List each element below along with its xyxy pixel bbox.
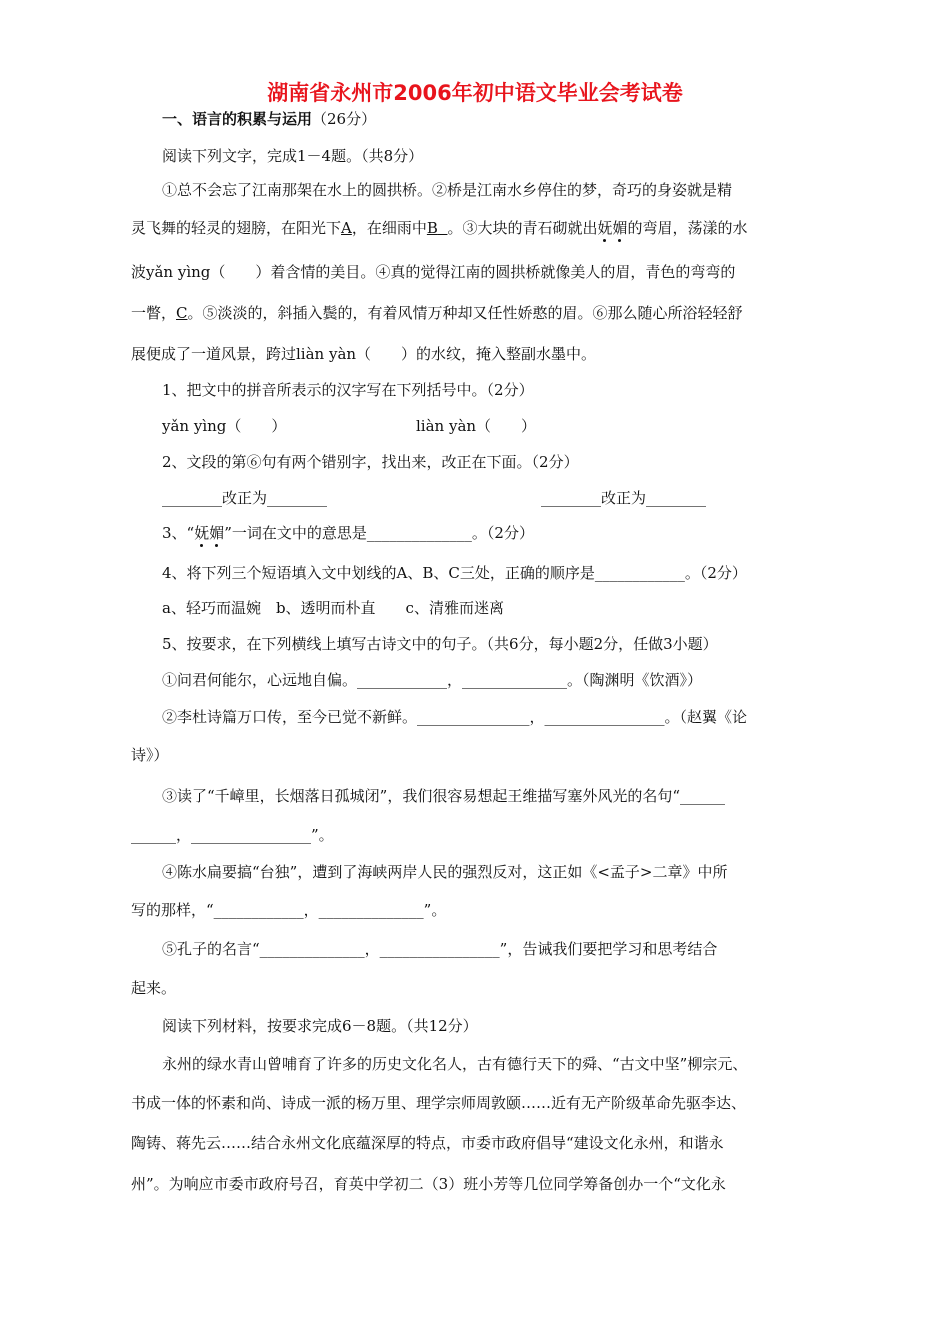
page-title: 湖南省永州市2006年初中语文毕业会考试卷: [267, 81, 683, 105]
material-line-3: 陶铸、蒋先云……结合永州文化底蕴深厚的特点，市委市政府倡导“建设文化永州，和谐永: [131, 1134, 724, 1152]
answer-blank-pinyin-2: liàn yàn（ ）: [416, 417, 537, 435]
passage-text: 。⑤淡淡的，斜插入鬓的，有着风情万种却又任性娇憨的眉。⑥那么随心所浴轻轻舒: [187, 304, 743, 322]
blank-b: B: [426, 219, 438, 237]
section-score: （26分）: [312, 110, 377, 128]
emphasized-char: 妩: [597, 219, 613, 237]
passage-line-3: 波yǎn yìng（ ）着含情的美目。④真的觉得江南的圆拱桥就像美人的眉，青色的弯弯的: [131, 263, 736, 281]
blank-c: C: [176, 304, 188, 322]
poem-item-4-cont: 写的那样，“____________，______________”。: [131, 901, 447, 919]
blank-a: A: [341, 219, 352, 237]
poem-item-2: ②李杜诗篇万口传，至今已觉不新鲜。_______________，________________。（赵翼《论: [162, 708, 748, 726]
passage-line-2: [131, 218, 748, 238]
section-heading: [162, 109, 376, 129]
passage-line-4: [131, 303, 743, 323]
poem-item-5: ⑤孔子的名言“______________，________________”，告诫我们要把学习和思考结合: [162, 940, 718, 958]
reading-instruction-1: 阅读下列文字，完成1－4题。（共8分）: [162, 147, 424, 165]
emphasized-char: 妩: [194, 524, 210, 542]
emphasized-char: 媚: [612, 219, 628, 237]
material-line-4: 州”。为响应市委市政府号召，育英中学初二（3）班小芳等几位同学筹备创办一个“文化永: [131, 1175, 726, 1193]
question-1: 1、把文中的拼音所表示的汉字写在下列括号中。（2分）: [162, 381, 534, 399]
poem-item-3: ③读了“千嶂里，长烟落日孤城闭”，我们很容易想起王维描写塞外风光的名句“______: [162, 787, 726, 805]
reading-instruction-2: 阅读下列材料，按要求完成6－8题。（共12分）: [162, 1017, 478, 1035]
question-text: 3、“: [162, 524, 195, 542]
question-2: 2、文段的第⑥句有两个错别字，找出来，改正在下面。（2分）: [162, 453, 579, 471]
question-4: 4、将下列三个短语填入文中划线的A、B、C三处，正确的顺序是____________。（2分）: [162, 564, 747, 582]
section-label: 一、语言的积累与运用: [162, 110, 313, 128]
passage-text: 的弯眉，荡漾的水: [627, 219, 748, 237]
passage-text: ，在细雨中: [351, 219, 427, 237]
answer-blank-pinyin-1: yǎn yìng（ ）: [162, 417, 287, 435]
passage-line-1: ①总不会忘了江南那架在水上的圆拱桥。②桥是江南水乡停住的梦，奇巧的身姿就是精: [162, 181, 733, 199]
question-text: ”一词在文中的意思是______________。（2分）: [224, 524, 534, 542]
question-3: [162, 523, 534, 543]
passage-text: 灵飞舞的轻灵的翅膀，在阳光下: [131, 219, 342, 237]
question-4-options: a、轻巧而温婉 b、透明而朴直 c、清雅而迷离: [162, 599, 504, 617]
material-line-1: 永州的绿水青山曾哺育了许多的历史文化名人，古有德行天下的舜、“古文中坚”柳宗元、: [162, 1055, 748, 1073]
poem-item-3-cont: ______，________________”。: [131, 826, 334, 844]
emphasized-char: 媚: [209, 524, 225, 542]
poem-item-1: ①问君何能尔，心远地自偏。____________，______________。（陶渊明《饮酒》）: [162, 671, 703, 689]
material-line-2: 书成一体的怀素和尚、诗成一派的杨万里、理学宗师周敦颐……近有无产阶级革命先驱李达、: [131, 1094, 747, 1112]
poem-item-4: ④陈水扁要搞“台独”，遭到了海峡两岸人民的强烈反对，这正如《<孟子>二章》中所: [162, 863, 728, 881]
correction-blank-2: ________改正为________: [541, 489, 707, 507]
correction-blank-1: ________改正为________: [162, 489, 328, 507]
poem-item-5-cont: 起来。: [131, 979, 177, 997]
passage-line-5: 展便成了一道风景，跨过liàn yàn（ ）的水纹，掩入整副水墨中。: [131, 345, 597, 363]
passage-text: 一瞥，: [131, 304, 177, 322]
question-5: 5、按要求，在下列横线上填写古诗文中的句子。（共6分，每小题2分，任做3小题）: [162, 635, 718, 653]
poem-item-2-cont: 诗》）: [131, 746, 169, 764]
passage-text: 。③大块的青石砌就出: [447, 219, 598, 237]
